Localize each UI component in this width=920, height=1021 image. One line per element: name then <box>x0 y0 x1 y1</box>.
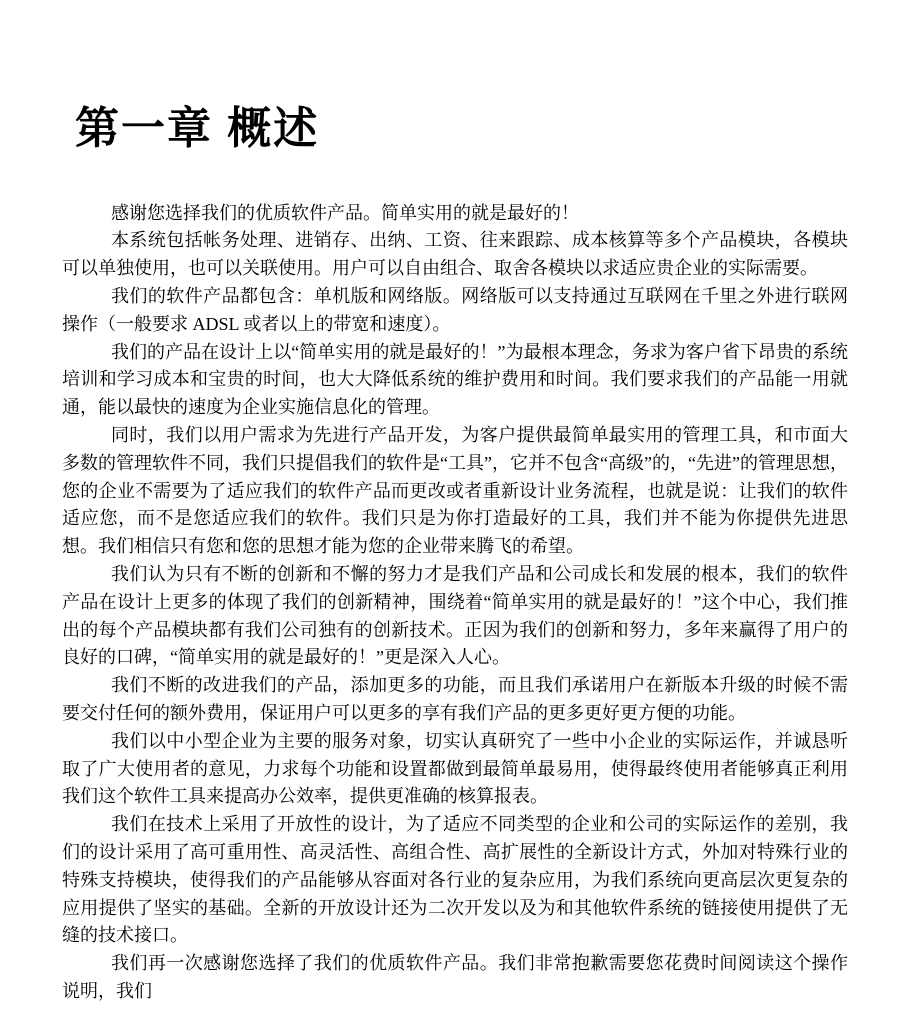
chapter-title: 第一章 概述 <box>75 104 320 153</box>
paragraph-editions: 我们的软件产品都包含：单机版和网络版。网络版可以支持通过互联网在千里之外进行联网操作（一般要求 ADSL 或者以上的带宽和速度）。 <box>62 285 848 334</box>
paragraph-design-philosophy: 我们的产品在设计上以“简单实用的就是最好的！”为最根本理念，务求为客户省下昂贵的系统培训和学习成本和宝贵的时间，也大大降低系统的维护费用和时间。我们要求我们的产品能一用就通，能以最快的速度为企业实施信息化的管理。 <box>62 341 848 418</box>
paragraph-free-upgrades: 我们不断的改进我们的产品，添加更多的功能，而且我们承诺用户在新版本升级的时候不需要交付任何的额外费用，保证用户可以更多的享有我们产品的更多更好更方便的功能。 <box>62 675 848 723</box>
paragraph-innovation: 我们认为只有不断的创新和不懈的努力才是我们产品和公司成长和发展的根本，我们的软件产品在设计上更多的体现了我们的创新精神，围绕着“简单实用的就是最好的！”这个中心，我们推出的每个产品模块都有我们公司独有的创新技术。正因为我们的创新和努力，多年来赢得了用户的良好的口碑，“简单实用的就是最好的！”更是深入人心。 <box>62 563 848 668</box>
document-body <box>62 200 848 1006</box>
paragraph-target-customers: 我们以中小型企业为主要的服务对象，切实认真研究了一些中小企业的实际运作，并诚恳听取了广大使用者的意见，力求每个功能和设置都做到最简单最易用，使得最终使用者能够真正利用我们这个软件工具来提高办公效率，提供更准确的核算报表。 <box>62 730 848 807</box>
paragraph-modules: 本系统包括帐务处理、进销存、出纳、工资、往来跟踪、成本核算等多个产品模块，各模块可以单独使用，也可以关联使用。用户可以自由组合、取舍各模块以求适应贵企业的实际需要。 <box>62 230 848 279</box>
paragraph-user-driven: 同时，我们以用户需求为先进行产品开发，为客户提供最简单最实用的管理工具，和市面大多数的管理软件不同，我们只提倡我们的软件是“工具”，它并不包含“高级”的，“先进”的管理思想，您的企业不需要为了适应我们的软件产品而更改或者重新设计业务流程，也就是说：让我们的软件适应您，而不是您适应我们的软件。我们只是为你打造最好的工具，我们并不能为你提供先进思想。我们相信只有您和您的思想才能为您的企业带来腾飞的希望。 <box>62 424 848 557</box>
paragraph-closing-thanks: 我们再一次感谢您选择了我们的优质软件产品。我们非常抱歉需要您花费时间阅读这个操作说明，我们 <box>62 953 848 1001</box>
paragraph-open-architecture: 我们在技术上采用了开放性的设计，为了适应不同类型的企业和公司的实际运作的差别，我们的设计采用了高可重用性、高灵活性、高组合性、高扩展性的全新设计方式，外加对特殊行业的特殊支持模块，使得我们的产品能够从容面对各行业的复杂应用，为我们系统向更高层次更复杂的应用提供了坚实的基础。全新的开放设计还为二次开发以及为和其他软件系统的链接使用提供了无缝的技术接口。 <box>62 814 848 946</box>
paragraph-intro-thanks: 感谢您选择我们的优质软件产品。简单实用的就是最好的！ <box>111 202 579 223</box>
